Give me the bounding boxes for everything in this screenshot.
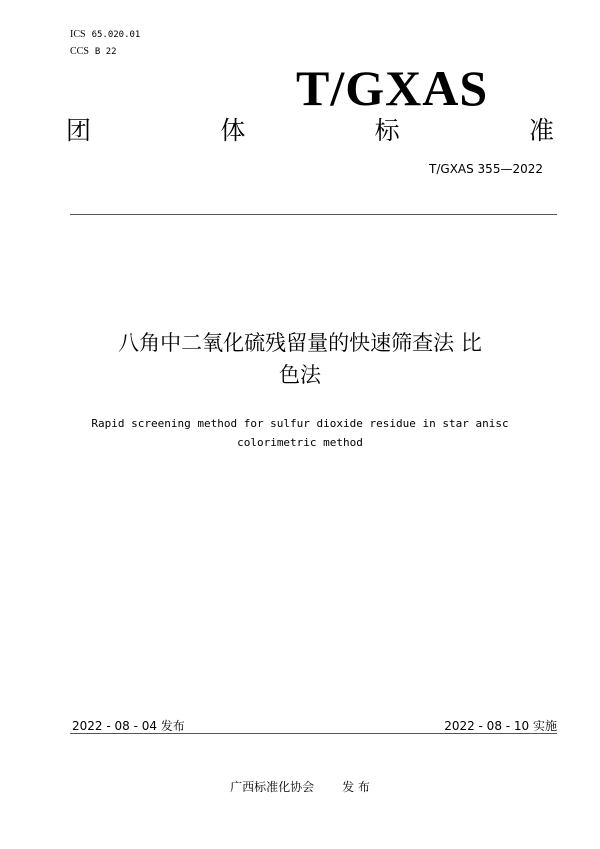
top-divider xyxy=(70,214,557,215)
ics-label: ICS xyxy=(70,29,86,40)
standard-type-char: 标 xyxy=(374,116,400,145)
standard-type-char: 体 xyxy=(220,116,246,145)
publisher xyxy=(0,778,600,795)
ics-code xyxy=(70,28,140,41)
ccs-value: B 22 xyxy=(94,47,117,57)
chinese-title-line: 色法 xyxy=(279,363,321,387)
ccs-label: CCS xyxy=(70,46,89,57)
standard-type-char: 准 xyxy=(528,116,554,145)
english-title-line: colorimetric method xyxy=(237,436,363,449)
standard-type-char: 团 xyxy=(66,116,92,145)
english-title-line: Rapid screening method for sulfur dioxide residue in star anisc xyxy=(91,417,509,430)
bottom-divider xyxy=(70,733,557,734)
ics-value: 65.020.01 xyxy=(91,30,141,40)
implementation-date: 2022 - 08 - 10 实施 xyxy=(444,719,557,733)
publisher-action: 发 布 xyxy=(342,780,370,794)
chinese-title-line: 八角中二氧化硫残留量的快速筛查法 比 xyxy=(118,331,482,355)
ccs-code xyxy=(70,45,117,58)
standard-logo: T/GXAS xyxy=(296,60,489,116)
english-title xyxy=(60,414,540,452)
publish-date: 2022 - 08 - 04 发布 xyxy=(72,719,185,733)
standard-number: T/GXAS 355—2022 xyxy=(429,162,543,176)
publisher-name: 广西标准化协会 xyxy=(230,780,315,794)
standard-type xyxy=(66,114,554,148)
chinese-title xyxy=(60,327,540,391)
